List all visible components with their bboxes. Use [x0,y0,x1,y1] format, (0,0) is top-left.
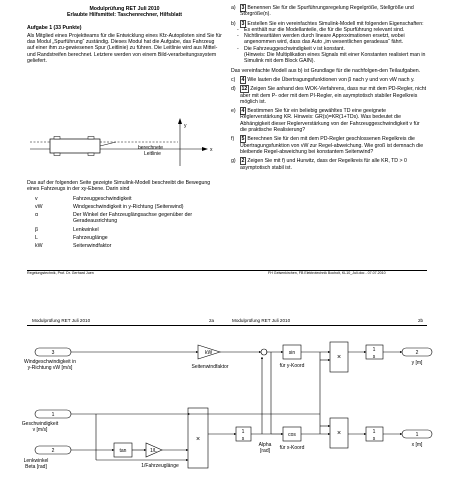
question-text [240,86,427,105]
question-points: 4 [241,76,245,83]
variable-row [27,212,222,225]
variable-row [27,227,222,233]
integrator-x-den: s [372,436,376,442]
outport-1-label: x [m] [411,442,423,448]
question-body: Erstellen Sie ein vereinfachtes Simulink-Modell mit folgenden Eigenschaften: [247,20,424,27]
wheel-rear-right [54,153,60,156]
variable-symbol: β [35,226,38,233]
bullet-list [231,27,427,52]
variable-symbol: L [35,235,38,242]
question-letter: a) [231,5,236,11]
question-text [240,158,427,171]
question-points: 3 [241,5,245,11]
question-item [231,108,427,133]
bullet-dash: - [237,26,239,33]
outport-2-num: 2 [415,350,419,356]
wheel-front-left [88,137,94,140]
question-letter: b) [231,20,236,27]
x-axis-arrow [202,147,208,151]
vehicle-body [50,139,100,153]
integrator-x-num: 1 [372,429,376,435]
footer-left: Regelungstechnik, Prof. Dr. Gerhard Juen [27,271,94,275]
question-points: 2 [241,158,245,165]
question-item [231,158,427,171]
question-letter: c) [231,76,236,83]
question-text [240,136,427,155]
question-body: Wie lauten die Übertragungsfunktionen von β nach y und von vW nach y. [247,76,415,83]
page2-header-right: Modulprüfung RET Juli 2010 [232,318,291,323]
vehicle-direction-line [100,142,116,146]
cos-block: cos [288,432,296,438]
bullet-dash: - [237,33,239,40]
bullet-text: Es enthält nur die Modellanteile, die für die Spurführung relevant sind. [244,26,405,33]
integrator-alpha-num: 1 [241,429,245,435]
integrator-alpha-den: s [241,436,245,442]
question-item [231,86,427,105]
variable-row [27,243,222,249]
question-points: 5 [241,136,245,143]
bullet-item [231,33,427,46]
variable-row [27,235,222,241]
variable-row [27,204,222,210]
left-column [27,6,222,64]
bullet-text: Nichtlinearitäten werden durch lineare Approximationen ersetzt, wobei angenommen wird, dass das Auto „im wesentlichen geradeaus“ fährt. [244,33,405,46]
outport-1-num: 1 [415,432,419,438]
question-body: Bestimmen Sie für ein beliebig gewähltes TD eine geeignete Reglerverstärkung KR. Hinweis: GR(s)=KR(1+TDs). Was bedeutet die Abhängigkeit dieser Reglerverstärkung von der Fahrzeuggeschwindigkeit v für die praktische Realisierung? [240,108,420,134]
guide-line-label-1: berechnete [138,145,164,151]
question-letter: g) [231,158,236,165]
tan-block: tan [119,448,127,454]
outport-2-label: y [m] [411,360,423,366]
question-letter: e) [231,108,236,115]
bullet-dash: - [237,45,239,52]
variable-description: Seitenwindfaktor [73,243,112,250]
hint-text: (Hinweis: Die Multiplikation eines Signals mit einer Konstanten realisiert man in Simulink mit dem Block GAIN). [244,52,426,65]
question-body: Zeigen Sie anhand des WOK-Verfahrens, dass nur mit dem PD-Regler, nicht aber mit dem P- oder mit dem PI-Regler, ein asymptotisch stabiler Regelkreis möglich ist. [240,86,427,105]
question-points: 3 [241,20,245,27]
inport-3-num: 3 [51,350,55,356]
page-subtitle: Erlaubte Hilfsmittel: Taschenrechner, Hilfsblatt [67,12,182,19]
question-points: 12 [241,86,248,93]
kw-gain-label: Seitenwindfaktor [191,364,229,370]
alpha-label-1: Alpha [258,442,272,448]
question-item [231,5,427,18]
bullet-text: Die Fahrzeuggeschwindigkeit v ist konstant. [244,45,345,52]
kw-gain: kW [205,350,213,356]
variable-description: Fahrzeuglänge [73,235,108,242]
question-body: Zeigen Sie mit f) und Hurwitz, dass der Regelkreis für alle KR, TD > 0 asymptotisch stabil ist. [240,158,407,171]
inport-3-label-1: Windgeschwindigkeit in [24,359,76,365]
product-block-2: × [336,430,342,437]
product-block-1: × [336,354,342,361]
alpha-label-2: [rad] [259,448,271,454]
question-text [240,77,427,83]
model-description [27,180,222,252]
right-column [231,2,427,171]
inport-3-label-2: y-Richtung vW [m/s] [27,365,73,371]
inport-1-label-2: v [m/s] [32,427,48,433]
task-intro: Als Mitglied eines Projektteams für die Entwicklung eines Kfz-Autopiloten sind Sie für das Modul „Spurführung“ zuständig. Dieses Modul hat die Aufgabe, das Fahrzeug auf einer ihm zu-gewiesenen Spur (Leitlinie) zu führen. Die Leitlinie wird aus Mittel- und Randstreifen berechnet. Letztere werden von einem Bild-verarbeitungssystem geliefert. [27,32,222,65]
variable-description: Fahrzeuggeschwindigkeit [73,195,132,202]
variable-description: Windgeschwindigkeit in y-Richtung (Seitenwind) [73,203,184,210]
product-block-3: × [195,436,201,443]
variable-description: Lenkwinkel [73,226,99,233]
question-points: 4 [241,108,245,115]
model-text: Das auf der folgenden Seite gezeigte Simulink-Modell beschreibt die Bewegung eines Fahrzeugs in der xy-Ebene. Darin sind [27,180,211,193]
page-title: Modulprüfung RET Juli 2010 [89,6,160,12]
y-axis-arrow [178,118,182,124]
question-body: Berechnen Sie für den mit dem PD-Regler geschlossenen Regelkreis die Übertragungsfunktion von vW zur Regel-abweichung. Wie groß ist demnach die bleibende Regel-abweichung bei konstantem Seitenwind? [240,136,424,155]
question-body: Benennen Sie für die Spurführungsregelung Regelgröße, Stellgröße und Störgröße(n). [240,5,414,18]
variable-symbol: vW [35,203,43,210]
page2-number-left: 2a [209,318,215,323]
question-item [231,77,427,83]
page2-header-left: Modulprüfung RET Juli 2010 [32,318,91,323]
inport-1-label-1: Geschwindigkeit [21,421,59,427]
wheel-front-right [88,153,94,156]
inv-l-gain-label: 1/Fahrzeuglänge [141,463,179,469]
sin-block: sin [288,350,296,356]
question-letter: d) [231,86,236,93]
y-axis-label: y [184,123,187,129]
inv-l-gain: 1/L [150,448,157,454]
page2-header-rule [27,325,427,326]
variable-symbol: v [35,195,38,202]
inport-2-label-1: Lenkwinkel [23,458,49,464]
simulink-diagram [0,328,451,480]
task-title: Aufgabe 1 (33 Punkte) [27,24,82,31]
variable-symbol: kW [35,243,43,250]
integrator-y-den: s [372,354,376,360]
sin-block-label: für y-Koord [279,363,305,369]
integrator-y-num: 1 [372,347,376,353]
question-letter: f) [231,136,235,143]
question-list-2 [231,77,427,171]
question-list-1 [231,5,427,27]
question-item [231,136,427,155]
cos-block-label: für x-Koord [279,445,305,451]
question-text [240,5,427,18]
footer-right: FH Gelsenkirchen, FB Elektrotechnik Bocholt, KL10_Juli.doc - 07.07.2010 [268,271,386,275]
inport-1-num: 1 [51,412,55,418]
basis-text: Das vereinfachte Modell aus b) ist Grundlage für die nachfolgen-den Teilaufgaben. [231,67,421,74]
page2-number-right: 2b [418,318,424,323]
variable-row [27,196,222,202]
vehicle-figure [30,118,220,168]
variable-description: Der Winkel der Fahrzeuglängsachse gegenüber der Geradeausrichtung [73,212,193,225]
wheel-rear-left [54,137,60,140]
variable-table [27,196,222,250]
variable-symbol: α [35,212,38,219]
guide-line-label-2: Leitlinie [144,151,161,157]
question-text [240,108,427,133]
x-axis-label: x [210,147,213,153]
inport-2-num: 2 [51,448,55,454]
inport-2-label-2: Beta [rad] [25,464,47,470]
